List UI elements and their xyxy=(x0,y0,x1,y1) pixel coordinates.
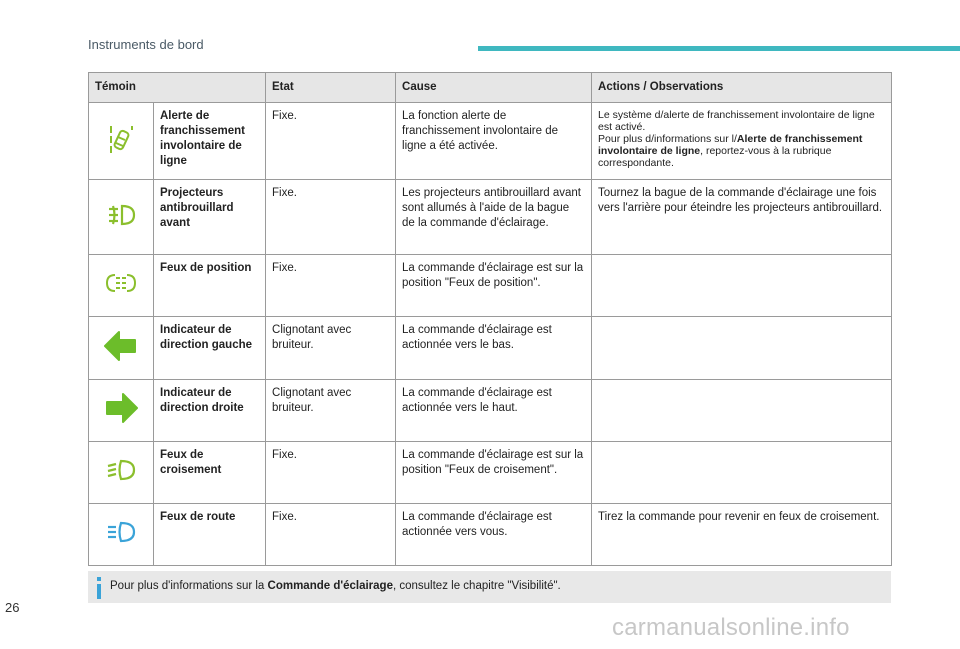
left-turn-indicator-icon xyxy=(103,330,139,362)
light-cause: La commande d'éclairage est actionnée vers vous. xyxy=(396,504,592,566)
info-note-text xyxy=(110,579,561,594)
table-row xyxy=(89,255,892,317)
section-accent-bar xyxy=(478,46,960,51)
action-text: Pour plus d/informations sur l/ xyxy=(598,133,737,145)
light-cause: La commande d'éclairage est actionnée vers le haut. xyxy=(396,380,592,442)
light-name: Indicateur de direction droite xyxy=(154,380,266,442)
column-header-cause: Cause xyxy=(396,73,592,103)
table-row xyxy=(89,442,892,504)
dipped-beam-icon xyxy=(103,457,139,483)
light-action xyxy=(592,255,892,317)
info-note-prefix: Pour plus d'informations sur la xyxy=(110,580,268,592)
light-cause: La fonction alerte de franchissement involontaire de ligne a été activée. xyxy=(396,103,592,180)
position-lights-icon xyxy=(101,270,141,296)
table-row xyxy=(89,103,892,180)
action-text: , reportez-vous à la rubrique correspondante. xyxy=(598,145,832,169)
info-note-link-term: Commande d'éclairage xyxy=(267,580,393,592)
icon-cell xyxy=(89,103,154,180)
light-action xyxy=(592,103,892,180)
lane-departure-warning-icon xyxy=(104,122,138,156)
icon-cell xyxy=(89,442,154,504)
light-action xyxy=(592,317,892,380)
table-row xyxy=(89,504,892,566)
page-number: 26 xyxy=(5,600,20,615)
table-row xyxy=(89,317,892,380)
icon-cell xyxy=(89,180,154,255)
icon-cell xyxy=(89,317,154,380)
table-header-row xyxy=(89,73,892,103)
light-state: Fixe. xyxy=(266,504,396,566)
column-header-actions: Actions / Observations xyxy=(592,73,892,103)
warning-lights-table xyxy=(88,72,892,566)
action-text: Le système d/alerte de franchissement involontaire de ligne est activé. xyxy=(598,109,875,133)
info-note xyxy=(88,571,891,603)
section-title: Instruments de bord xyxy=(88,37,204,52)
light-name: Indicateur de direction gauche xyxy=(154,317,266,380)
right-turn-indicator-icon xyxy=(103,392,139,424)
column-header-temoin: Témoin xyxy=(89,73,266,103)
light-state: Clignotant avec bruiteur. xyxy=(266,380,396,442)
light-name: Feux de route xyxy=(154,504,266,566)
light-action: Tirez la commande pour revenir en feux de croisement. xyxy=(592,504,892,566)
light-name: Projecteurs antibrouillard avant xyxy=(154,180,266,255)
light-state: Clignotant avec bruiteur. xyxy=(266,317,396,380)
table-row xyxy=(89,380,892,442)
light-action xyxy=(592,442,892,504)
icon-cell xyxy=(89,380,154,442)
light-cause: La commande d'éclairage est sur la position "Feux de position". xyxy=(396,255,592,317)
light-name: Alerte de franchissement involontaire de ligne xyxy=(154,103,266,180)
main-beam-icon xyxy=(103,519,139,545)
light-name: Feux de position xyxy=(154,255,266,317)
light-state: Fixe. xyxy=(266,442,396,504)
light-cause: La commande d'éclairage est sur la position "Feux de croisement". xyxy=(396,442,592,504)
light-cause: Les projecteurs antibrouillard avant sont allumés à l'aide de la bague de la commande d'éclairage. xyxy=(396,180,592,255)
info-icon xyxy=(94,577,104,599)
light-state: Fixe. xyxy=(266,103,396,180)
light-state: Fixe. xyxy=(266,255,396,317)
icon-cell xyxy=(89,255,154,317)
table-row xyxy=(89,180,892,255)
action-text-bold: Alerte de franchissement involontaire de ligne xyxy=(598,133,863,157)
watermark: carmanualsonline.info xyxy=(612,614,850,641)
front-fog-light-icon xyxy=(104,202,138,228)
light-name: Feux de croisement xyxy=(154,442,266,504)
light-action: Tournez la bague de la commande d'éclairage une fois vers l'arrière pour éteindre les projecteurs antibrouillard. xyxy=(592,180,892,255)
light-action xyxy=(592,380,892,442)
icon-cell xyxy=(89,504,154,566)
column-header-etat: Etat xyxy=(266,73,396,103)
info-note-suffix: , consultez le chapitre "Visibilité". xyxy=(392,580,561,592)
light-state: Fixe. xyxy=(266,180,396,255)
light-cause: La commande d'éclairage est actionnée vers le bas. xyxy=(396,317,592,380)
